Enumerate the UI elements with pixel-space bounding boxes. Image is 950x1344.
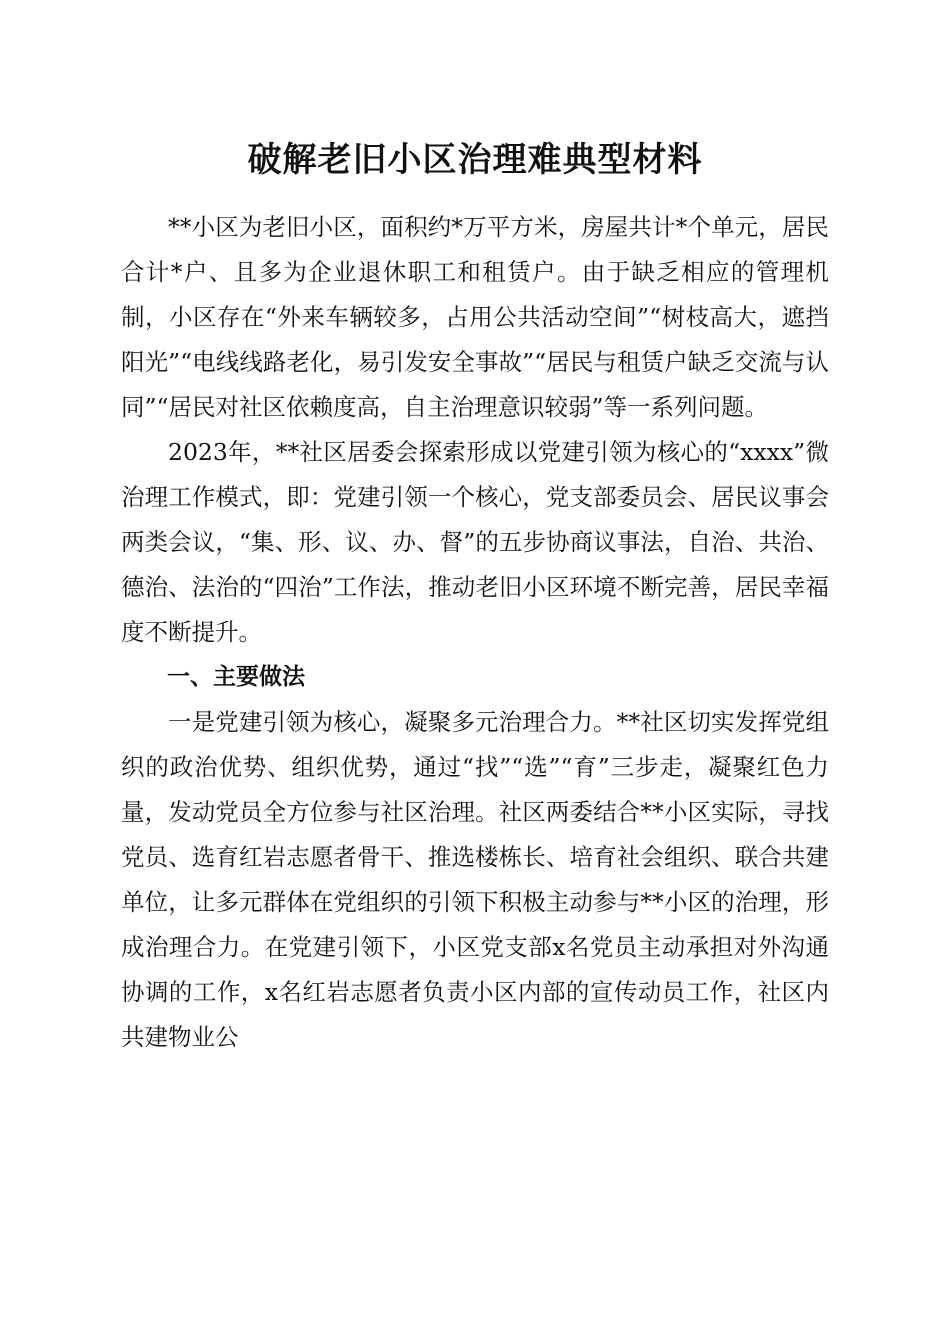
- model-paragraph: 2023年，**社区居委会探索形成以党建引领为核心的“xxxx”微治理工作模式，即：党建引领一个核心，党支部委员会、居民议事会两类会议，“集、形、议、办、督”的五步协商议事法，自治、共治、德治、法治的“四治”工作法，推动老旧小区环境不断完善，居民幸福度不断提升。: [121, 438, 829, 646]
- section-heading: 一、主要做法: [167, 664, 305, 690]
- document-body: [121, 205, 829, 1060]
- document-title: 破解老旧小区治理难典型材料: [247, 140, 703, 180]
- section-paragraph: 一是党建引领为核心，凝聚多元治理合力。**社区切实发挥党组织的政治优势、组织优势，通过“找”“选”“育”三步走，凝聚红色力量，发动党员全方位参与社区治理。社区两委结合**小区实际，寻找党员、选育红岩志愿者骨干、推选楼栋长、培育社会组织、联合共建单位，让多元群体在党组织的引领下积极主动参与**小区的治理，形成治理合力。在党建引领下，小区党支部x名党员主动承担对外沟通协调的工作，x名红岩志愿者负责小区内部的宣传动员工作，社区内共建物业公: [121, 708, 829, 1051]
- intro-paragraph: **小区为老旧小区，面积约*万平方米，房屋共计*个单元，居民合计*户、且多为企业退休职工和租赁户。由于缺乏相应的管理机制，小区存在“外来车辆较多，占用公共活动空间”“树枝高大，遮挡阳光”“电线线路老化，易引发安全事故”“居民与租赁户缺乏交流与认同”“居民对社区依赖度高，自主治理意识较弱”等一系列问题。: [121, 213, 829, 421]
